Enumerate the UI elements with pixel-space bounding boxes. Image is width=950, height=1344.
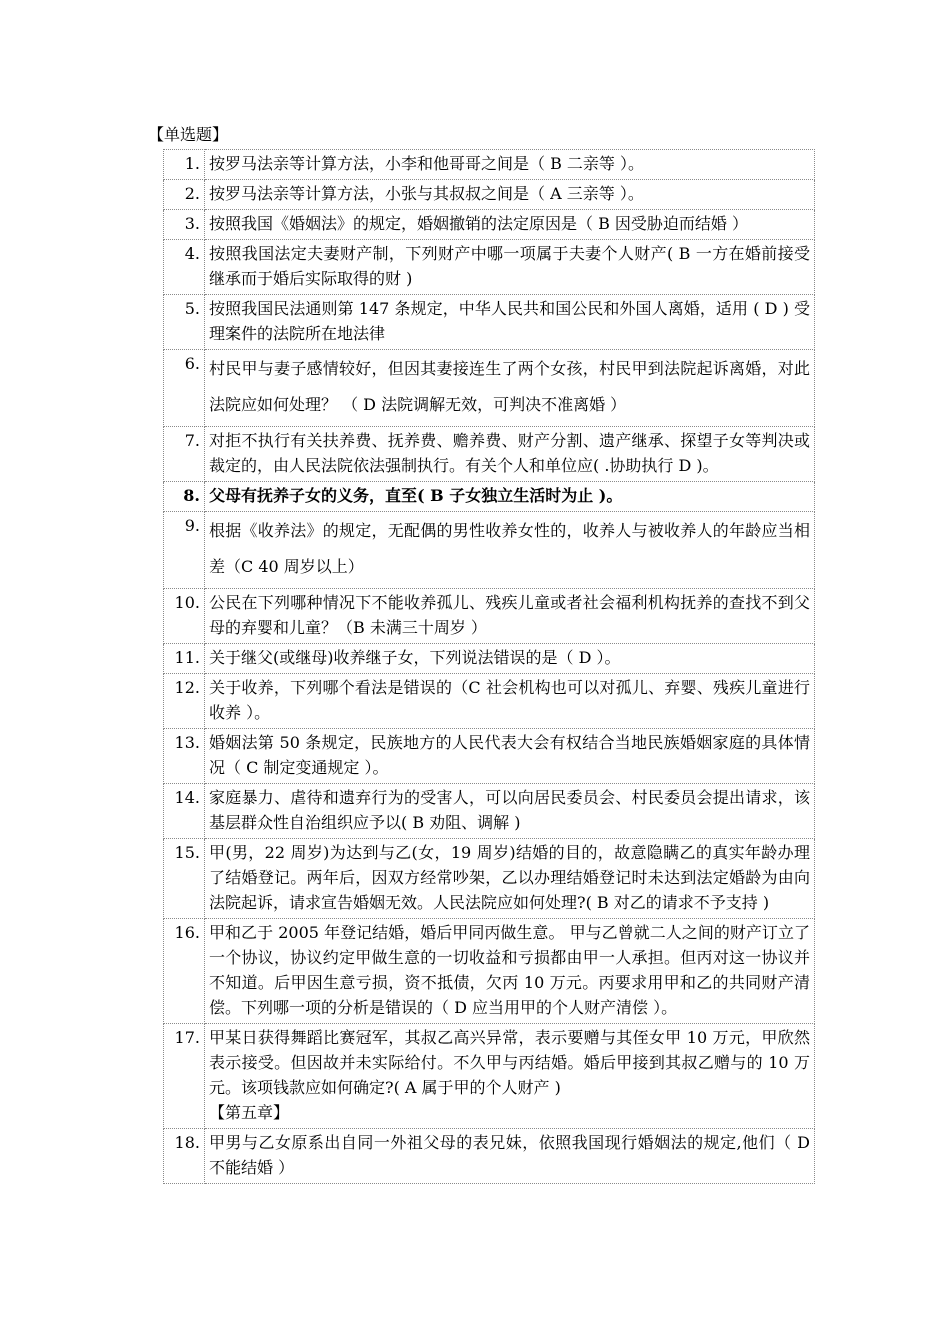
question-row — [164, 1024, 815, 1129]
question-text: 公民在下列哪种情况下不能收养孤儿、残疾儿童或者社会福利机构抚养的查找不到父母的弃婴和儿童？（B 未满三十周岁 ） — [205, 589, 815, 644]
question-text: 甲和乙于 2005 年登记结婚，婚后甲同丙做生意。 甲与乙曾就二人之间的财产订立了一个协议，协议约定甲做生意的一切收益和亏损都由甲一人承担。但丙对这一协议并不知道。后甲因生意亏损，资不抵债，欠丙 10 万元。丙要求用甲和乙的共同财产清偿。下列哪一项的分析是错误的（ D 应当用甲的个人财产清偿 ）。 — [205, 919, 815, 1024]
question-row — [164, 350, 815, 427]
question-table — [163, 149, 815, 1184]
question-row — [164, 919, 815, 1024]
question-text: 按照我国《婚姻法》的规定，婚姻撤销的法定原因是（ B 因受胁迫而结婚 ） — [205, 210, 815, 240]
question-row — [164, 784, 815, 839]
question-row — [164, 512, 815, 589]
question-number: 14. — [164, 784, 205, 839]
question-number: 12. — [164, 674, 205, 729]
question-number: 4. — [164, 240, 205, 295]
question-text: 根据《收养法》的规定，无配偶的男性收养女性的，收养人与被收养人的年龄应当相差（C 40 周岁以上） — [205, 512, 815, 589]
question-text: 父母有抚养子女的义务，直至( B 子女独立生活时为止 )。 — [205, 482, 815, 512]
question-row — [164, 1129, 815, 1184]
question-text: 关于收养，下列哪个看法是错误的（C 社会机构也可以对孤儿、弃婴、残疾儿童进行收养 ）。 — [205, 674, 815, 729]
question-text: 按罗马法亲等计算方法，小张与其叔叔之间是（ A 三亲等 ）。 — [205, 180, 815, 210]
question-number: 18. — [164, 1129, 205, 1184]
question-number: 5. — [164, 295, 205, 350]
question-number: 6. — [164, 350, 205, 427]
question-text: 婚姻法第 50 条规定，民族地方的人民代表大会有权结合当地民族婚姻家庭的具体情况（ C 制定变通规定 ）。 — [205, 729, 815, 784]
question-number: 16. — [164, 919, 205, 1024]
question-number: 7. — [164, 427, 205, 482]
question-number: 17. — [164, 1024, 205, 1129]
question-text: 按照我国民法通则第 147 条规定，中华人民共和国公民和外国人离婚，适用 ( D ) 受理案件的法院所在地法律 — [205, 295, 815, 350]
question-row — [164, 150, 815, 180]
question-number: 10. — [164, 589, 205, 644]
question-number: 3. — [164, 210, 205, 240]
question-row — [164, 674, 815, 729]
question-text: 按罗马法亲等计算方法，小李和他哥哥之间是（ B 二亲等 ）。 — [205, 150, 815, 180]
question-row — [164, 210, 815, 240]
question-number: 2. — [164, 180, 205, 210]
question-text: 对拒不执行有关扶养费、抚养费、赡养费、财产分割、遗产继承、探望子女等判决或裁定的，由人民法院依法强制执行。有关个人和单位应( .协助执行 D )。 — [205, 427, 815, 482]
question-number: 8. — [164, 482, 205, 512]
question-row — [164, 644, 815, 674]
question-number: 11. — [164, 644, 205, 674]
question-row — [164, 295, 815, 350]
question-row — [164, 589, 815, 644]
section-title: 【单选题】 — [148, 125, 229, 144]
question-row — [164, 180, 815, 210]
question-row — [164, 427, 815, 482]
question-text: 关于继父(或继母)收养继子女，下列说法错误的是（ D ）。 — [205, 644, 815, 674]
question-cell — [205, 1024, 815, 1129]
question-number: 9. — [164, 512, 205, 589]
question-text: 甲男与乙女原系出自同一外祖父母的表兄妹，依照我国现行婚姻法的规定,他们（ D 不能结婚 ） — [205, 1129, 815, 1184]
question-text: 家庭暴力、虐待和遗弃行为的受害人，可以向居民委员会、村民委员会提出请求，该基层群众性自治组织应予以( B 劝阻、调解 ) — [205, 784, 815, 839]
question-number: 15. — [164, 839, 205, 919]
question-text: 村民甲与妻子感情较好，但因其妻接连生了两个女孩，村民甲到法院起诉离婚，对此法院应如何处理？ （ D 法院调解无效，可判决不准离婚 ） — [205, 350, 815, 427]
question-text: 甲(男，22 周岁)为达到与乙(女，19 周岁)结婚的目的，故意隐瞒乙的真实年龄办理了结婚登记。两年后，因双方经常吵架，乙以办理结婚登记时未达到法定婚龄为由向法院起诉，请求宣告婚姻无效。人民法院应如何处理?( B 对乙的请求不予支持 ) — [205, 839, 815, 919]
question-number: 1. — [164, 150, 205, 180]
question-number: 13. — [164, 729, 205, 784]
question-row — [164, 482, 815, 512]
question-text: 甲某日获得舞蹈比赛冠军，其叔乙高兴异常，表示要赠与其侄女甲 10 万元，甲欣然表示接受。但因故并未实际给付。不久甲与丙结婚。婚后甲接到其叔乙赠与的 10 万元。该项钱款应如何确定?( A 属于甲的个人财产 ) — [209, 1028, 810, 1097]
question-text: 按照我国法定夫妻财产制，下列财产中哪一项属于夫妻个人财产( B 一方在婚前接受继承而于婚后实际取得的财 ) — [205, 240, 815, 295]
question-row — [164, 729, 815, 784]
chapter-heading: 【第五章】 — [209, 1103, 290, 1122]
question-row — [164, 839, 815, 919]
question-row — [164, 240, 815, 295]
